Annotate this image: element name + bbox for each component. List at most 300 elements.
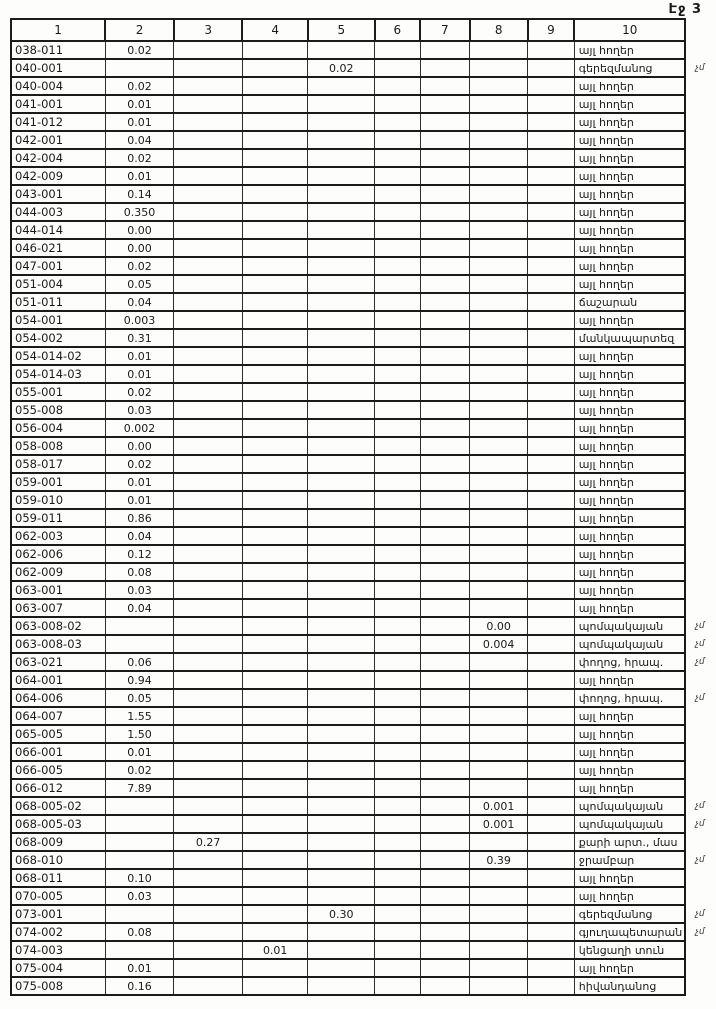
value-col9-cell [528, 797, 575, 815]
parcel-code-cell: 054-002 [11, 329, 105, 347]
value-col3-cell [174, 437, 242, 455]
value-col7-cell [420, 347, 469, 365]
value-col2-cell: 0.02 [105, 149, 174, 167]
margin-note [685, 401, 715, 419]
value-col9-cell [528, 905, 575, 923]
value-col6-cell [375, 365, 421, 383]
parcel-code-cell: 051-011 [11, 293, 105, 311]
land-type-cell: այլ հողեր [574, 473, 685, 491]
value-col4-cell [242, 977, 308, 995]
value-col4-cell: 0.01 [242, 941, 308, 959]
value-col2-cell: 0.03 [105, 401, 174, 419]
land-type-cell: հիվանդանոց [574, 977, 685, 995]
value-col4-cell [242, 113, 308, 131]
table-row [11, 149, 715, 167]
parcel-code-cell: 046-021 [11, 239, 105, 257]
land-type-cell: քարի արտ., մաս [574, 833, 685, 851]
value-col2-cell: 0.10 [105, 869, 174, 887]
value-col5-cell [308, 347, 375, 365]
land-type-cell: այլ հողեր [574, 77, 685, 95]
value-col9-cell [528, 131, 575, 149]
value-col7-cell [420, 77, 469, 95]
parcel-code-cell: 074-002 [11, 923, 105, 941]
value-col8-cell [470, 833, 528, 851]
table-row [11, 383, 715, 401]
value-col3-cell [174, 185, 242, 203]
value-col7-cell [420, 275, 469, 293]
parcel-code-cell: 062-003 [11, 527, 105, 545]
land-type-cell: այլ հողեր [574, 545, 685, 563]
value-col4-cell [242, 473, 308, 491]
value-col7-cell [420, 563, 469, 581]
table-row [11, 653, 715, 671]
parcel-code-cell: 047-001 [11, 257, 105, 275]
parcel-code-cell: 065-005 [11, 725, 105, 743]
table-row [11, 527, 715, 545]
parcel-code-cell: 055-008 [11, 401, 105, 419]
margin-note: չմ [695, 657, 705, 667]
value-col3-cell [174, 203, 242, 221]
column-header-1: 1 [11, 19, 105, 41]
value-col6-cell [375, 257, 421, 275]
value-col2-cell: 0.00 [105, 239, 174, 257]
parcel-code-cell: 042-004 [11, 149, 105, 167]
value-col3-cell [174, 653, 242, 671]
value-col7-cell [420, 113, 469, 131]
table-row [11, 347, 715, 365]
value-col9-cell [528, 95, 575, 113]
value-col6-cell [375, 491, 421, 509]
value-col9-cell [528, 617, 575, 635]
margin-note: չմ [695, 63, 705, 73]
value-col6-cell [375, 311, 421, 329]
value-col7-cell [420, 905, 469, 923]
value-col4-cell [242, 779, 308, 797]
value-col7-cell [420, 941, 469, 959]
value-col9-cell [528, 149, 575, 167]
margin-note [685, 743, 715, 761]
table-row [11, 113, 715, 131]
value-col5-cell [308, 941, 375, 959]
value-col9-cell [528, 203, 575, 221]
value-col4-cell [242, 851, 308, 869]
parcel-code-cell: 068-009 [11, 833, 105, 851]
value-col3-cell [174, 365, 242, 383]
parcel-code-cell: 040-004 [11, 77, 105, 95]
table-row [11, 851, 715, 869]
value-col2-cell: 0.06 [105, 653, 174, 671]
value-col3-cell [174, 923, 242, 941]
value-col6-cell [375, 833, 421, 851]
margin-note [685, 671, 715, 689]
land-type-cell: այլ հողեր [574, 599, 685, 617]
value-col7-cell [420, 311, 469, 329]
land-type-cell: այլ հողեր [574, 311, 685, 329]
margin-note [685, 203, 715, 221]
value-col7-cell [420, 671, 469, 689]
value-col7-cell [420, 581, 469, 599]
value-col4-cell [242, 761, 308, 779]
value-col6-cell [375, 941, 421, 959]
value-col3-cell [174, 149, 242, 167]
value-col8-cell [470, 221, 528, 239]
value-col9-cell [528, 743, 575, 761]
table-row [11, 923, 715, 941]
value-col9-cell [528, 671, 575, 689]
value-col5-cell [308, 671, 375, 689]
value-col4-cell [242, 815, 308, 833]
value-col3-cell [174, 41, 242, 59]
value-col4-cell [242, 437, 308, 455]
value-col4-cell [242, 95, 308, 113]
value-col7-cell [420, 365, 469, 383]
value-col2-cell: 0.16 [105, 977, 174, 995]
margin-note [685, 167, 715, 185]
parcel-code-cell: 063-007 [11, 599, 105, 617]
value-col6-cell [375, 293, 421, 311]
value-col6-cell [375, 725, 421, 743]
value-col8-cell [470, 437, 528, 455]
value-col5-cell [308, 779, 375, 797]
parcel-code-cell: 038-011 [11, 41, 105, 59]
value-col7-cell [420, 689, 469, 707]
value-col8-cell [470, 977, 528, 995]
value-col6-cell [375, 473, 421, 491]
parcel-code-cell: 041-012 [11, 113, 105, 131]
value-col5-cell [308, 311, 375, 329]
value-col9-cell [528, 599, 575, 617]
table-row [11, 275, 715, 293]
value-col6-cell [375, 95, 421, 113]
table-body [11, 41, 715, 995]
value-col2-cell: 0.00 [105, 221, 174, 239]
value-col6-cell [375, 869, 421, 887]
land-type-cell: պոմպակայան [574, 797, 685, 815]
margin-note [685, 437, 715, 455]
value-col4-cell [242, 401, 308, 419]
value-col3-cell: 0.27 [174, 833, 242, 851]
value-col6-cell [375, 617, 421, 635]
value-col8-cell: 0.004 [470, 635, 528, 653]
value-col2-cell [105, 617, 174, 635]
value-col7-cell [420, 653, 469, 671]
value-col4-cell [242, 383, 308, 401]
value-col5-cell [308, 131, 375, 149]
margin-note [685, 707, 715, 725]
land-type-cell: այլ հողեր [574, 383, 685, 401]
value-col5-cell [308, 527, 375, 545]
value-col4-cell [242, 347, 308, 365]
value-col2-cell: 1.55 [105, 707, 174, 725]
table-row [11, 599, 715, 617]
margin-note [685, 383, 715, 401]
value-col7-cell [420, 869, 469, 887]
value-col6-cell [375, 455, 421, 473]
value-col9-cell [528, 77, 575, 95]
table-row [11, 689, 715, 707]
value-col2-cell: 1.50 [105, 725, 174, 743]
value-col2-cell [105, 635, 174, 653]
land-type-cell: այլ հողեր [574, 671, 685, 689]
value-col4-cell [242, 581, 308, 599]
value-col3-cell [174, 77, 242, 95]
land-type-cell: գերեզմանոց [574, 59, 685, 77]
value-col6-cell [375, 923, 421, 941]
margin-note [685, 329, 715, 347]
parcel-code-cell: 055-001 [11, 383, 105, 401]
value-col9-cell [528, 527, 575, 545]
value-col6-cell [375, 581, 421, 599]
value-col2-cell: 0.08 [105, 563, 174, 581]
value-col4-cell [242, 617, 308, 635]
parcel-code-cell: 063-001 [11, 581, 105, 599]
land-type-cell: մանկապարտեզ [574, 329, 685, 347]
value-col2-cell: 0.04 [105, 293, 174, 311]
column-header-8: 8 [470, 19, 528, 41]
value-col7-cell [420, 131, 469, 149]
value-col8-cell: 0.001 [470, 815, 528, 833]
value-col6-cell [375, 977, 421, 995]
header-row [11, 19, 715, 41]
value-col8-cell [470, 779, 528, 797]
value-col7-cell [420, 707, 469, 725]
value-col7-cell [420, 491, 469, 509]
value-col5-cell [308, 635, 375, 653]
margin-header-spacer [685, 19, 715, 41]
value-col2-cell: 0.01 [105, 959, 174, 977]
table-row [11, 563, 715, 581]
value-col4-cell [242, 545, 308, 563]
value-col5-cell [308, 113, 375, 131]
value-col7-cell [420, 797, 469, 815]
value-col9-cell [528, 221, 575, 239]
value-col2-cell: 0.01 [105, 491, 174, 509]
value-col7-cell [420, 419, 469, 437]
value-col3-cell [174, 869, 242, 887]
value-col7-cell [420, 527, 469, 545]
value-col4-cell [242, 707, 308, 725]
parcel-code-cell: 075-004 [11, 959, 105, 977]
value-col4-cell [242, 365, 308, 383]
value-col7-cell [420, 95, 469, 113]
parcel-code-cell: 063-021 [11, 653, 105, 671]
value-col8-cell [470, 887, 528, 905]
value-col9-cell [528, 293, 575, 311]
value-col7-cell [420, 887, 469, 905]
land-type-cell: այլ հողեր [574, 95, 685, 113]
value-col5-cell [308, 167, 375, 185]
value-col8-cell [470, 527, 528, 545]
column-header-5: 5 [308, 19, 375, 41]
value-col3-cell [174, 815, 242, 833]
table-row [11, 95, 715, 113]
value-col2-cell: 0.01 [105, 365, 174, 383]
value-col9-cell [528, 815, 575, 833]
value-col2-cell [105, 941, 174, 959]
parcel-code-cell: 042-009 [11, 167, 105, 185]
margin-note [685, 257, 715, 275]
value-col2-cell: 0.05 [105, 689, 174, 707]
value-col5-cell [308, 851, 375, 869]
margin-note [685, 725, 715, 743]
value-col6-cell [375, 347, 421, 365]
margin-note [685, 77, 715, 95]
margin-note [685, 311, 715, 329]
margin-note [685, 563, 715, 581]
land-type-cell: այլ հողեր [574, 113, 685, 131]
value-col7-cell [420, 401, 469, 419]
margin-note [685, 545, 715, 563]
value-col7-cell [420, 509, 469, 527]
margin-note [685, 959, 715, 977]
value-col3-cell [174, 707, 242, 725]
value-col6-cell [375, 761, 421, 779]
land-type-cell: ճաշարան [574, 293, 685, 311]
table-row [11, 293, 715, 311]
value-col4-cell [242, 239, 308, 257]
value-col6-cell [375, 545, 421, 563]
value-col4-cell [242, 923, 308, 941]
value-col7-cell [420, 851, 469, 869]
column-header-9: 9 [528, 19, 575, 41]
table-row [11, 545, 715, 563]
value-col2-cell: 7.89 [105, 779, 174, 797]
value-col8-cell [470, 671, 528, 689]
land-type-cell: այլ հողեր [574, 203, 685, 221]
value-col9-cell [528, 239, 575, 257]
value-col6-cell [375, 527, 421, 545]
value-col8-cell [470, 725, 528, 743]
margin-note [685, 977, 715, 995]
value-col3-cell [174, 635, 242, 653]
value-col8-cell [470, 239, 528, 257]
value-col4-cell [242, 833, 308, 851]
value-col9-cell [528, 941, 575, 959]
value-col5-cell [308, 959, 375, 977]
land-type-cell: այլ հողեր [574, 419, 685, 437]
table-row [11, 311, 715, 329]
table-row [11, 761, 715, 779]
value-col7-cell [420, 815, 469, 833]
value-col5-cell [308, 77, 375, 95]
land-type-cell: այլ հողեր [574, 149, 685, 167]
value-col6-cell [375, 437, 421, 455]
value-col7-cell [420, 437, 469, 455]
table-row [11, 239, 715, 257]
value-col4-cell [242, 185, 308, 203]
value-col9-cell [528, 113, 575, 131]
column-header-7: 7 [420, 19, 469, 41]
table-row [11, 41, 715, 59]
table-row [11, 401, 715, 419]
value-col2-cell: 0.08 [105, 923, 174, 941]
land-type-cell: այլ հողեր [574, 347, 685, 365]
value-col3-cell [174, 347, 242, 365]
table-row [11, 185, 715, 203]
value-col9-cell [528, 311, 575, 329]
value-col6-cell [375, 41, 421, 59]
value-col3-cell [174, 545, 242, 563]
value-col3-cell [174, 959, 242, 977]
margin-note: չմ [695, 819, 705, 829]
value-col6-cell [375, 185, 421, 203]
value-col6-cell [375, 509, 421, 527]
parcel-code-cell: 075-008 [11, 977, 105, 995]
margin-note [685, 419, 715, 437]
value-col2-cell: 0.02 [105, 383, 174, 401]
land-type-cell: կենցաղի տուն [574, 941, 685, 959]
value-col5-cell [308, 293, 375, 311]
value-col6-cell [375, 671, 421, 689]
value-col2-cell: 0.94 [105, 671, 174, 689]
value-col4-cell [242, 905, 308, 923]
parcel-code-cell: 074-003 [11, 941, 105, 959]
value-col4-cell [242, 275, 308, 293]
value-col2-cell: 0.04 [105, 599, 174, 617]
value-col2-cell [105, 815, 174, 833]
value-col7-cell [420, 185, 469, 203]
value-col2-cell: 0.01 [105, 743, 174, 761]
value-col8-cell [470, 365, 528, 383]
value-col3-cell [174, 329, 242, 347]
value-col4-cell [242, 797, 308, 815]
margin-note [685, 455, 715, 473]
value-col3-cell [174, 401, 242, 419]
value-col2-cell: 0.350 [105, 203, 174, 221]
value-col4-cell [242, 563, 308, 581]
value-col9-cell [528, 725, 575, 743]
value-col5-cell [308, 977, 375, 995]
value-col8-cell [470, 455, 528, 473]
value-col8-cell [470, 707, 528, 725]
value-col9-cell [528, 365, 575, 383]
value-col4-cell [242, 869, 308, 887]
value-col8-cell [470, 581, 528, 599]
value-col8-cell [470, 545, 528, 563]
margin-note: չմ [695, 639, 705, 649]
value-col2-cell [105, 797, 174, 815]
land-type-cell: այլ հողեր [574, 761, 685, 779]
parcel-code-cell: 044-014 [11, 221, 105, 239]
value-col3-cell [174, 311, 242, 329]
value-col6-cell [375, 959, 421, 977]
value-col9-cell [528, 887, 575, 905]
value-col7-cell [420, 725, 469, 743]
value-col6-cell [375, 203, 421, 221]
land-type-cell: այլ հողեր [574, 887, 685, 905]
value-col9-cell [528, 581, 575, 599]
table-row [11, 959, 715, 977]
table-row [11, 491, 715, 509]
value-col5-cell [308, 257, 375, 275]
value-col3-cell [174, 131, 242, 149]
value-col7-cell [420, 743, 469, 761]
parcel-code-cell: 066-012 [11, 779, 105, 797]
value-col5-cell [308, 473, 375, 491]
value-col5-cell [308, 437, 375, 455]
value-col4-cell [242, 527, 308, 545]
value-col4-cell [242, 743, 308, 761]
value-col6-cell [375, 113, 421, 131]
table-row [11, 455, 715, 473]
value-col5-cell [308, 419, 375, 437]
parcel-code-cell: 068-011 [11, 869, 105, 887]
value-col5-cell [308, 401, 375, 419]
land-type-cell: այլ հողեր [574, 401, 685, 419]
table-row [11, 59, 715, 77]
value-col9-cell [528, 383, 575, 401]
value-col9-cell [528, 437, 575, 455]
